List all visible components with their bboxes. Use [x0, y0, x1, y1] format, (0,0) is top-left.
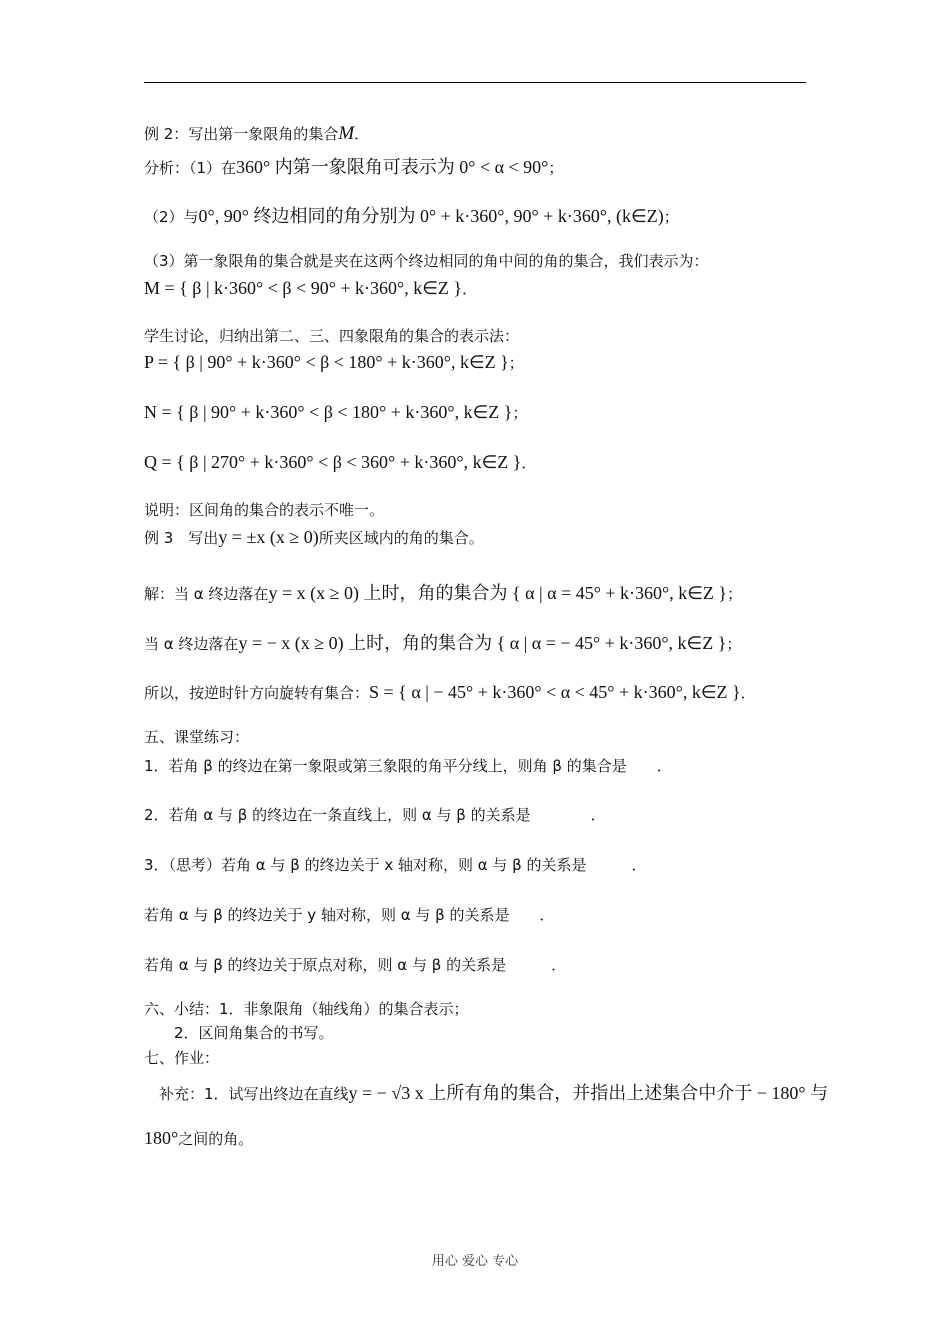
- homework-heading: 七、作业：: [144, 1049, 220, 1067]
- example2-title: 例 2：写出第一象限角的集合M．: [144, 123, 370, 144]
- homework-item1: 补充：1．试写出终边在直线y = − √3 x 上所有角的集合，并指出上述集合中介于 − 180° 与: [144, 1083, 829, 1103]
- summary-heading: 六、小结：1．非象限角（轴线角）的集合表示；: [144, 1000, 469, 1018]
- exercise-2: 2．若角 α 与 β 的终边在一条直线上，则 α 与 β 的关系是 ．: [144, 806, 606, 824]
- exercise-3c: 若角 α 与 β 的终边关于原点对称，则 α 与 β 的关系是 ．: [144, 956, 567, 974]
- note-text: 说明：区间角的集合的表示不唯一。: [144, 501, 385, 519]
- page-footer: 用心 爱心 专心: [431, 1254, 519, 1269]
- analysis-step2: （2）与0°, 90° 终边相同的角分别为 0° + k·360°, 90° + k·360°, (k∈Z)；: [144, 206, 679, 226]
- exercise-3: 3．（思考）若角 α 与 β 的终边关于 x 轴对称，则 α 与 β 的关系是 ．: [144, 856, 647, 874]
- discussion-text: 学生讨论，归纳出第二、三、四象限角的集合的表示法：: [144, 327, 520, 345]
- exercise-3b: 若角 α 与 β 的终边关于 y 轴对称，则 α 与 β 的关系是 ．: [144, 906, 555, 924]
- header-rule: [144, 82, 806, 83]
- section5-heading: 五、课堂练习：: [144, 728, 250, 746]
- set-Q-formula: Q = { β | 270° + k·360° < β < 360° + k·360°, k∈Z }．: [144, 452, 537, 472]
- solution-line3: 所以，按逆时针方向旋转有集合：S = { α | − 45° + k·360° < α < 45° + k·360°, k∈Z }．: [144, 682, 756, 702]
- example3-title: 例 3 写出y = ±x (x ≥ 0)所夹区域内的角的集合。: [144, 527, 484, 547]
- solution-line2: 当 α 终边落在y = − x (x ≥ 0) 上时，角的集合为 { α | α = − 45° + k·360°, k∈Z }；: [144, 633, 742, 653]
- summary-item2: 2．区间角集合的书写。: [144, 1024, 334, 1042]
- exercise-1: 1．若角 β 的终边在第一象限或第三象限的角平分线上，则角 β 的集合是 ．: [144, 757, 672, 775]
- homework-item1-cont: 180°之间的角。: [144, 1128, 254, 1148]
- solution-line1: 解：当 α 终边落在y = x (x ≥ 0) 上时，角的集合为 { α | α = 45° + k·360°, k∈Z }；: [144, 583, 743, 603]
- analysis-step3: （3）第一象限角的集合就是夹在这两个终边相同的角中间的角的集合，我们表示为：: [144, 252, 709, 270]
- analysis-step1: 分析：（1）在360° 内第一象限角可表示为 0° < α < 90°；: [144, 157, 564, 177]
- set-N-formula: N = { β | 90° + k·360° < β < 180° + k·360°, k∈Z }；: [144, 402, 528, 422]
- set-P-formula: P = { β | 90° + k·360° < β < 180° + k·360°, k∈Z }；: [144, 352, 524, 372]
- set-M-formula: M = { β | k·360° < β < 90° + k·360°, k∈Z }．: [144, 278, 478, 298]
